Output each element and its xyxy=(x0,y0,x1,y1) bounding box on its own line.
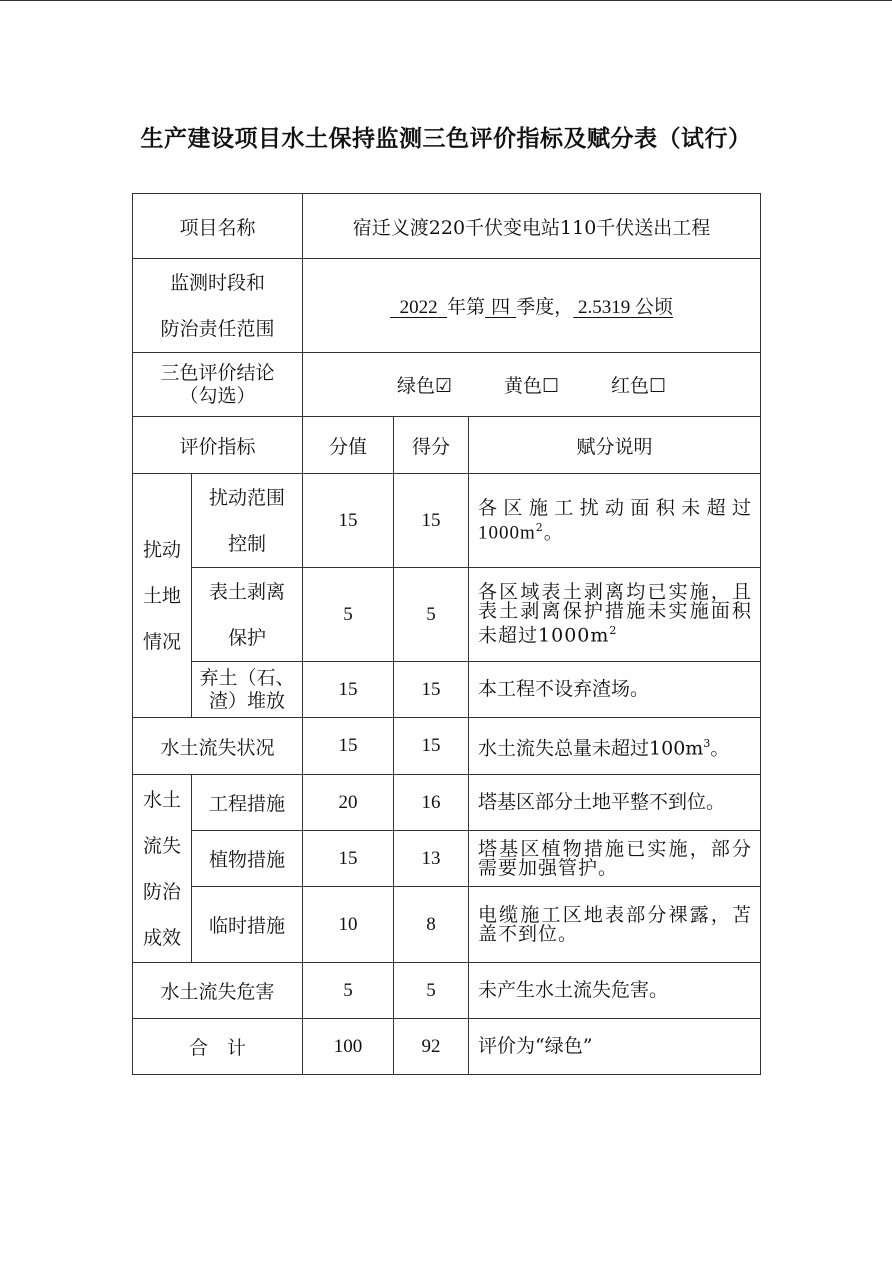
period-year: 2022 xyxy=(399,297,438,318)
option-yellow-unchecked[interactable]: 黄色☐ xyxy=(504,375,560,397)
conclusion-label xyxy=(133,353,303,417)
score-explanation: 电缆施工区地表部分裸露，苫盖不到位。 xyxy=(469,887,761,963)
gain-value: 16 xyxy=(394,775,469,831)
indicator-name: 水土流失危害 xyxy=(133,963,303,1019)
table-row xyxy=(133,887,761,963)
conclusion-row xyxy=(133,353,761,417)
score-explanation: 水土流失总量未超过$100m^3$。 xyxy=(469,718,761,775)
indicator-name: 临时措施 xyxy=(192,887,303,963)
period-value xyxy=(303,259,761,353)
score-explanation: 塔基区植物措施已实施，部分需要加强管护。 xyxy=(469,831,761,887)
header-row xyxy=(133,417,761,474)
option-green-checked[interactable]: 绿色☑ xyxy=(396,375,452,397)
gain-value: 13 xyxy=(394,831,469,887)
score-value: 20 xyxy=(303,775,394,831)
option-red-unchecked[interactable]: 红色☐ xyxy=(611,375,667,397)
gain-value: 15 xyxy=(394,662,469,718)
total-explanation: 评价为“绿色” xyxy=(469,1019,761,1075)
score-explanation: 各区域表土剥离均已实施，且表土剥离保护措施未实施面积未超过$1000m^2$ xyxy=(469,568,761,662)
period-area: 2.5319 公顷 xyxy=(577,297,673,318)
score-value: 5 xyxy=(303,963,394,1019)
period-year-suffix: 年第 xyxy=(447,296,486,318)
group2-label: 水土 流失 防治 成效 xyxy=(133,775,192,963)
indicator-name: 工程措施 xyxy=(192,775,303,831)
header-gain: 得分 xyxy=(394,417,469,474)
table-row xyxy=(133,831,761,887)
header-explain: 赋分说明 xyxy=(469,417,761,474)
score-value: 10 xyxy=(303,887,394,963)
score-value: 15 xyxy=(303,662,394,718)
period-quarter: 四 xyxy=(491,296,511,318)
group1-label: 扰动 土地 情况 xyxy=(133,474,192,718)
score-value: 15 xyxy=(303,831,394,887)
total-label: 合 计 xyxy=(133,1019,303,1075)
table-row xyxy=(133,718,761,775)
evaluation-table xyxy=(132,193,761,1075)
total-row xyxy=(133,1019,761,1075)
project-row xyxy=(133,194,761,259)
conclusion-label-line1: 三色评价结论 xyxy=(160,361,275,384)
gain-value: 15 xyxy=(394,718,469,775)
table-row xyxy=(133,963,761,1019)
score-explanation: 塔基区部分土地平整不到位。 xyxy=(469,775,761,831)
period-label-line1: 监测时段和 xyxy=(170,271,266,294)
project-label: 项目名称 xyxy=(133,194,303,259)
indicator-name: 弃土（石、 渣）堆放 xyxy=(192,662,303,718)
page-title: 生产建设项目水土保持监测三色评价指标及赋分表（试行） xyxy=(140,125,752,152)
score-explanation: 各区施工扰动面积未超过$1000m^2$。 xyxy=(469,474,761,568)
table-row xyxy=(133,775,761,831)
total-score: 100 xyxy=(303,1019,394,1075)
indicator-name: 扰动范围 控制 xyxy=(192,474,303,568)
conclusion-options xyxy=(303,353,761,417)
score-value: 15 xyxy=(303,474,394,568)
score-value: 15 xyxy=(303,718,394,775)
score-explanation: 本工程不设弃渣场。 xyxy=(469,662,761,718)
gain-value: 8 xyxy=(394,887,469,963)
gain-value: 5 xyxy=(394,568,469,662)
indicator-name: 水土流失状况 xyxy=(133,718,303,775)
indicator-name: 表土剥离 保护 xyxy=(192,568,303,662)
gain-value: 15 xyxy=(394,474,469,568)
score-explanation: 未产生水土流失危害。 xyxy=(469,963,761,1019)
header-score: 分值 xyxy=(303,417,394,474)
period-quarter-suffix: 季度， xyxy=(516,296,574,318)
table-row xyxy=(133,662,761,718)
total-gain: 92 xyxy=(394,1019,469,1075)
page-top-border xyxy=(0,0,892,1)
table-row xyxy=(133,568,761,662)
period-row xyxy=(133,259,761,353)
header-indicator: 评价指标 xyxy=(133,417,303,474)
period-label xyxy=(133,259,303,353)
indicator-name: 植物措施 xyxy=(192,831,303,887)
conclusion-label-line2: （勾选） xyxy=(179,384,256,407)
gain-value: 5 xyxy=(394,963,469,1019)
table-row xyxy=(133,474,761,568)
project-name: 宿迁义渡220千伏变电站110千伏送出工程 xyxy=(303,194,761,259)
period-label-line2: 防治责任范围 xyxy=(160,317,275,340)
score-value: 5 xyxy=(303,568,394,662)
